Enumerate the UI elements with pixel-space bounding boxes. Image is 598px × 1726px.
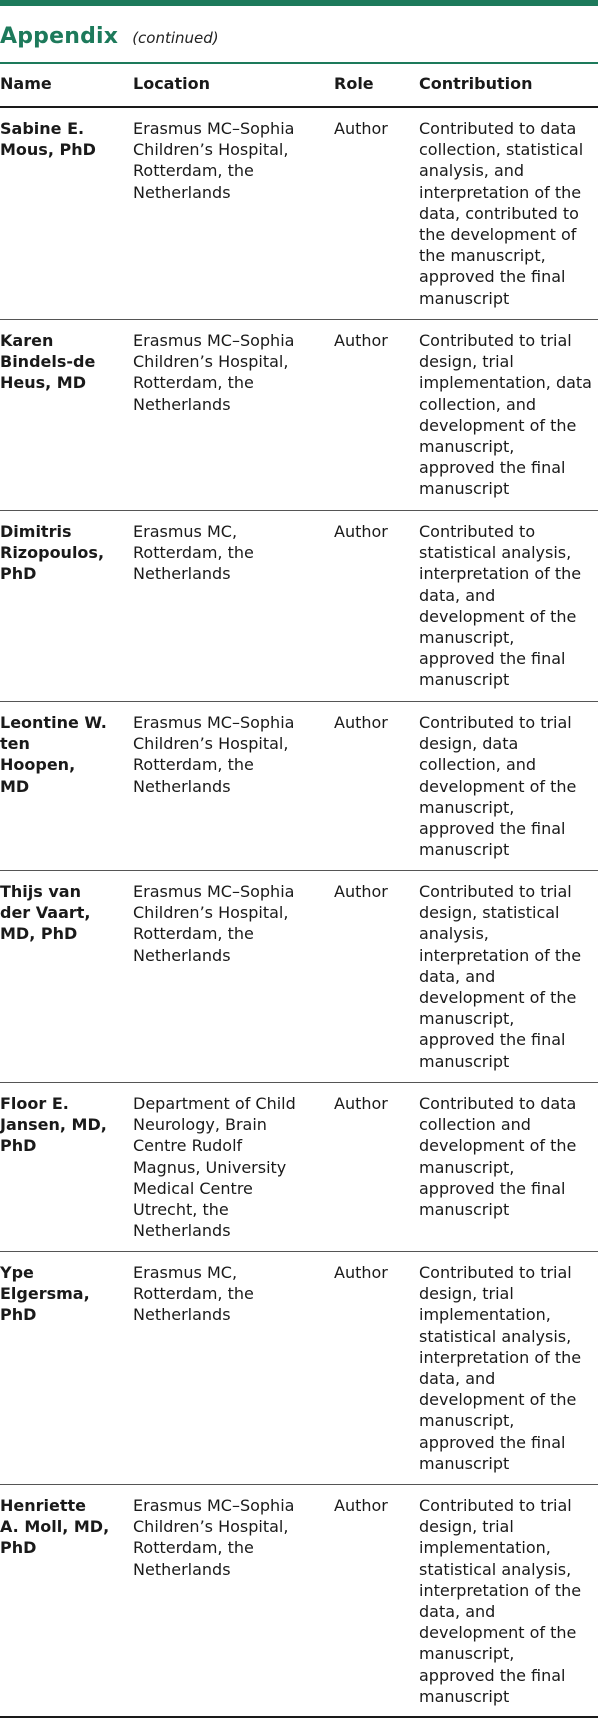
column-header-location: Location <box>133 74 210 93</box>
table-header <box>0 64 598 106</box>
table-row <box>0 1083 598 1252</box>
table-row <box>0 1252 598 1485</box>
author-role: Author <box>334 119 388 138</box>
author-contribution: Contributed to trial design, trial implementation, data collection, and development of the manuscript, approved the final manuscript <box>419 331 592 499</box>
author-role: Author <box>334 331 388 350</box>
author-contribution: Contributed to trial design, trial implementation, statistical analysis, interpretation of the data, and development of the manuscript, approved the final manuscript <box>419 1496 582 1706</box>
page-title: Appendix <box>0 24 119 49</box>
column-header-role: Role <box>334 74 374 93</box>
author-contribution: Contributed to data collection and development of the manuscript, approved the final manuscript <box>419 1094 577 1220</box>
author-name: Leontine W. ten Hoopen, MD <box>0 713 107 796</box>
table-row <box>0 320 598 511</box>
author-contribution: Contributed to trial design, trial implementation, statistical analysis, interpretation of the data, and development of the manuscript, approved the final manuscript <box>419 1263 582 1473</box>
table-row <box>0 871 598 1083</box>
column-header-contribution: Contribution <box>419 74 533 93</box>
author-location: Erasmus MC–Sophia Children’s Hospital, Rotterdam, the Netherlands <box>133 713 295 796</box>
author-role: Author <box>334 1094 388 1113</box>
appendix-heading <box>0 24 219 54</box>
table-row <box>0 511 598 702</box>
top-accent-bar <box>0 0 598 6</box>
author-role: Author <box>334 713 388 732</box>
author-name: Henriette A. Moll, MD, PhD <box>0 1496 110 1558</box>
author-contribution: Contributed to data collection, statistical analysis, and interpretation of the data, contributed to the development of the manuscript, approved the final manuscript <box>419 119 584 308</box>
table-row <box>0 108 598 320</box>
author-name: Sabine E. Mous, PhD <box>0 119 96 160</box>
table-row <box>0 702 598 871</box>
author-name: Karen Bindels-de Heus, MD <box>0 331 96 393</box>
author-contribution: Contributed to trial design, statistical analysis, interpretation of the data, and development of the manuscript, approved the final manuscript <box>419 882 582 1071</box>
author-name: Dimitris Rizopoulos, PhD <box>0 522 105 584</box>
author-role: Author <box>334 882 388 901</box>
author-role: Author <box>334 522 388 541</box>
author-location: Erasmus MC–Sophia Children’s Hospital, Rotterdam, the Netherlands <box>133 119 295 202</box>
author-role: Author <box>334 1263 388 1282</box>
author-location: Department of Child Neurology, Brain Centre Rudolf Magnus, University Medical Centre Utrecht, the Netherlands <box>133 1094 296 1241</box>
column-header-name: Name <box>0 74 52 93</box>
table-row <box>0 1485 598 1718</box>
author-contribution: Contributed to statistical analysis, interpretation of the data, and development of the manuscript, approved the final manuscript <box>419 522 582 690</box>
page-subtitle: (continued) <box>132 29 219 47</box>
author-contribution: Contributed to trial design, data collection, and development of the manuscript, approved the final manuscript <box>419 713 577 860</box>
author-location: Erasmus MC–Sophia Children’s Hospital, Rotterdam, the Netherlands <box>133 331 295 414</box>
author-location: Erasmus MC, Rotterdam, the Netherlands <box>133 1263 254 1325</box>
author-location: Erasmus MC–Sophia Children’s Hospital, Rotterdam, the Netherlands <box>133 882 295 965</box>
author-name: Thijs van der Vaart, MD, PhD <box>0 882 91 944</box>
author-location: Erasmus MC–Sophia Children’s Hospital, Rotterdam, the Netherlands <box>133 1496 295 1579</box>
author-name: Ype Elgersma, PhD <box>0 1263 90 1325</box>
author-role: Author <box>334 1496 388 1515</box>
author-location: Erasmus MC, Rotterdam, the Netherlands <box>133 522 254 584</box>
author-name: Floor E. Jansen, MD, PhD <box>0 1094 107 1156</box>
